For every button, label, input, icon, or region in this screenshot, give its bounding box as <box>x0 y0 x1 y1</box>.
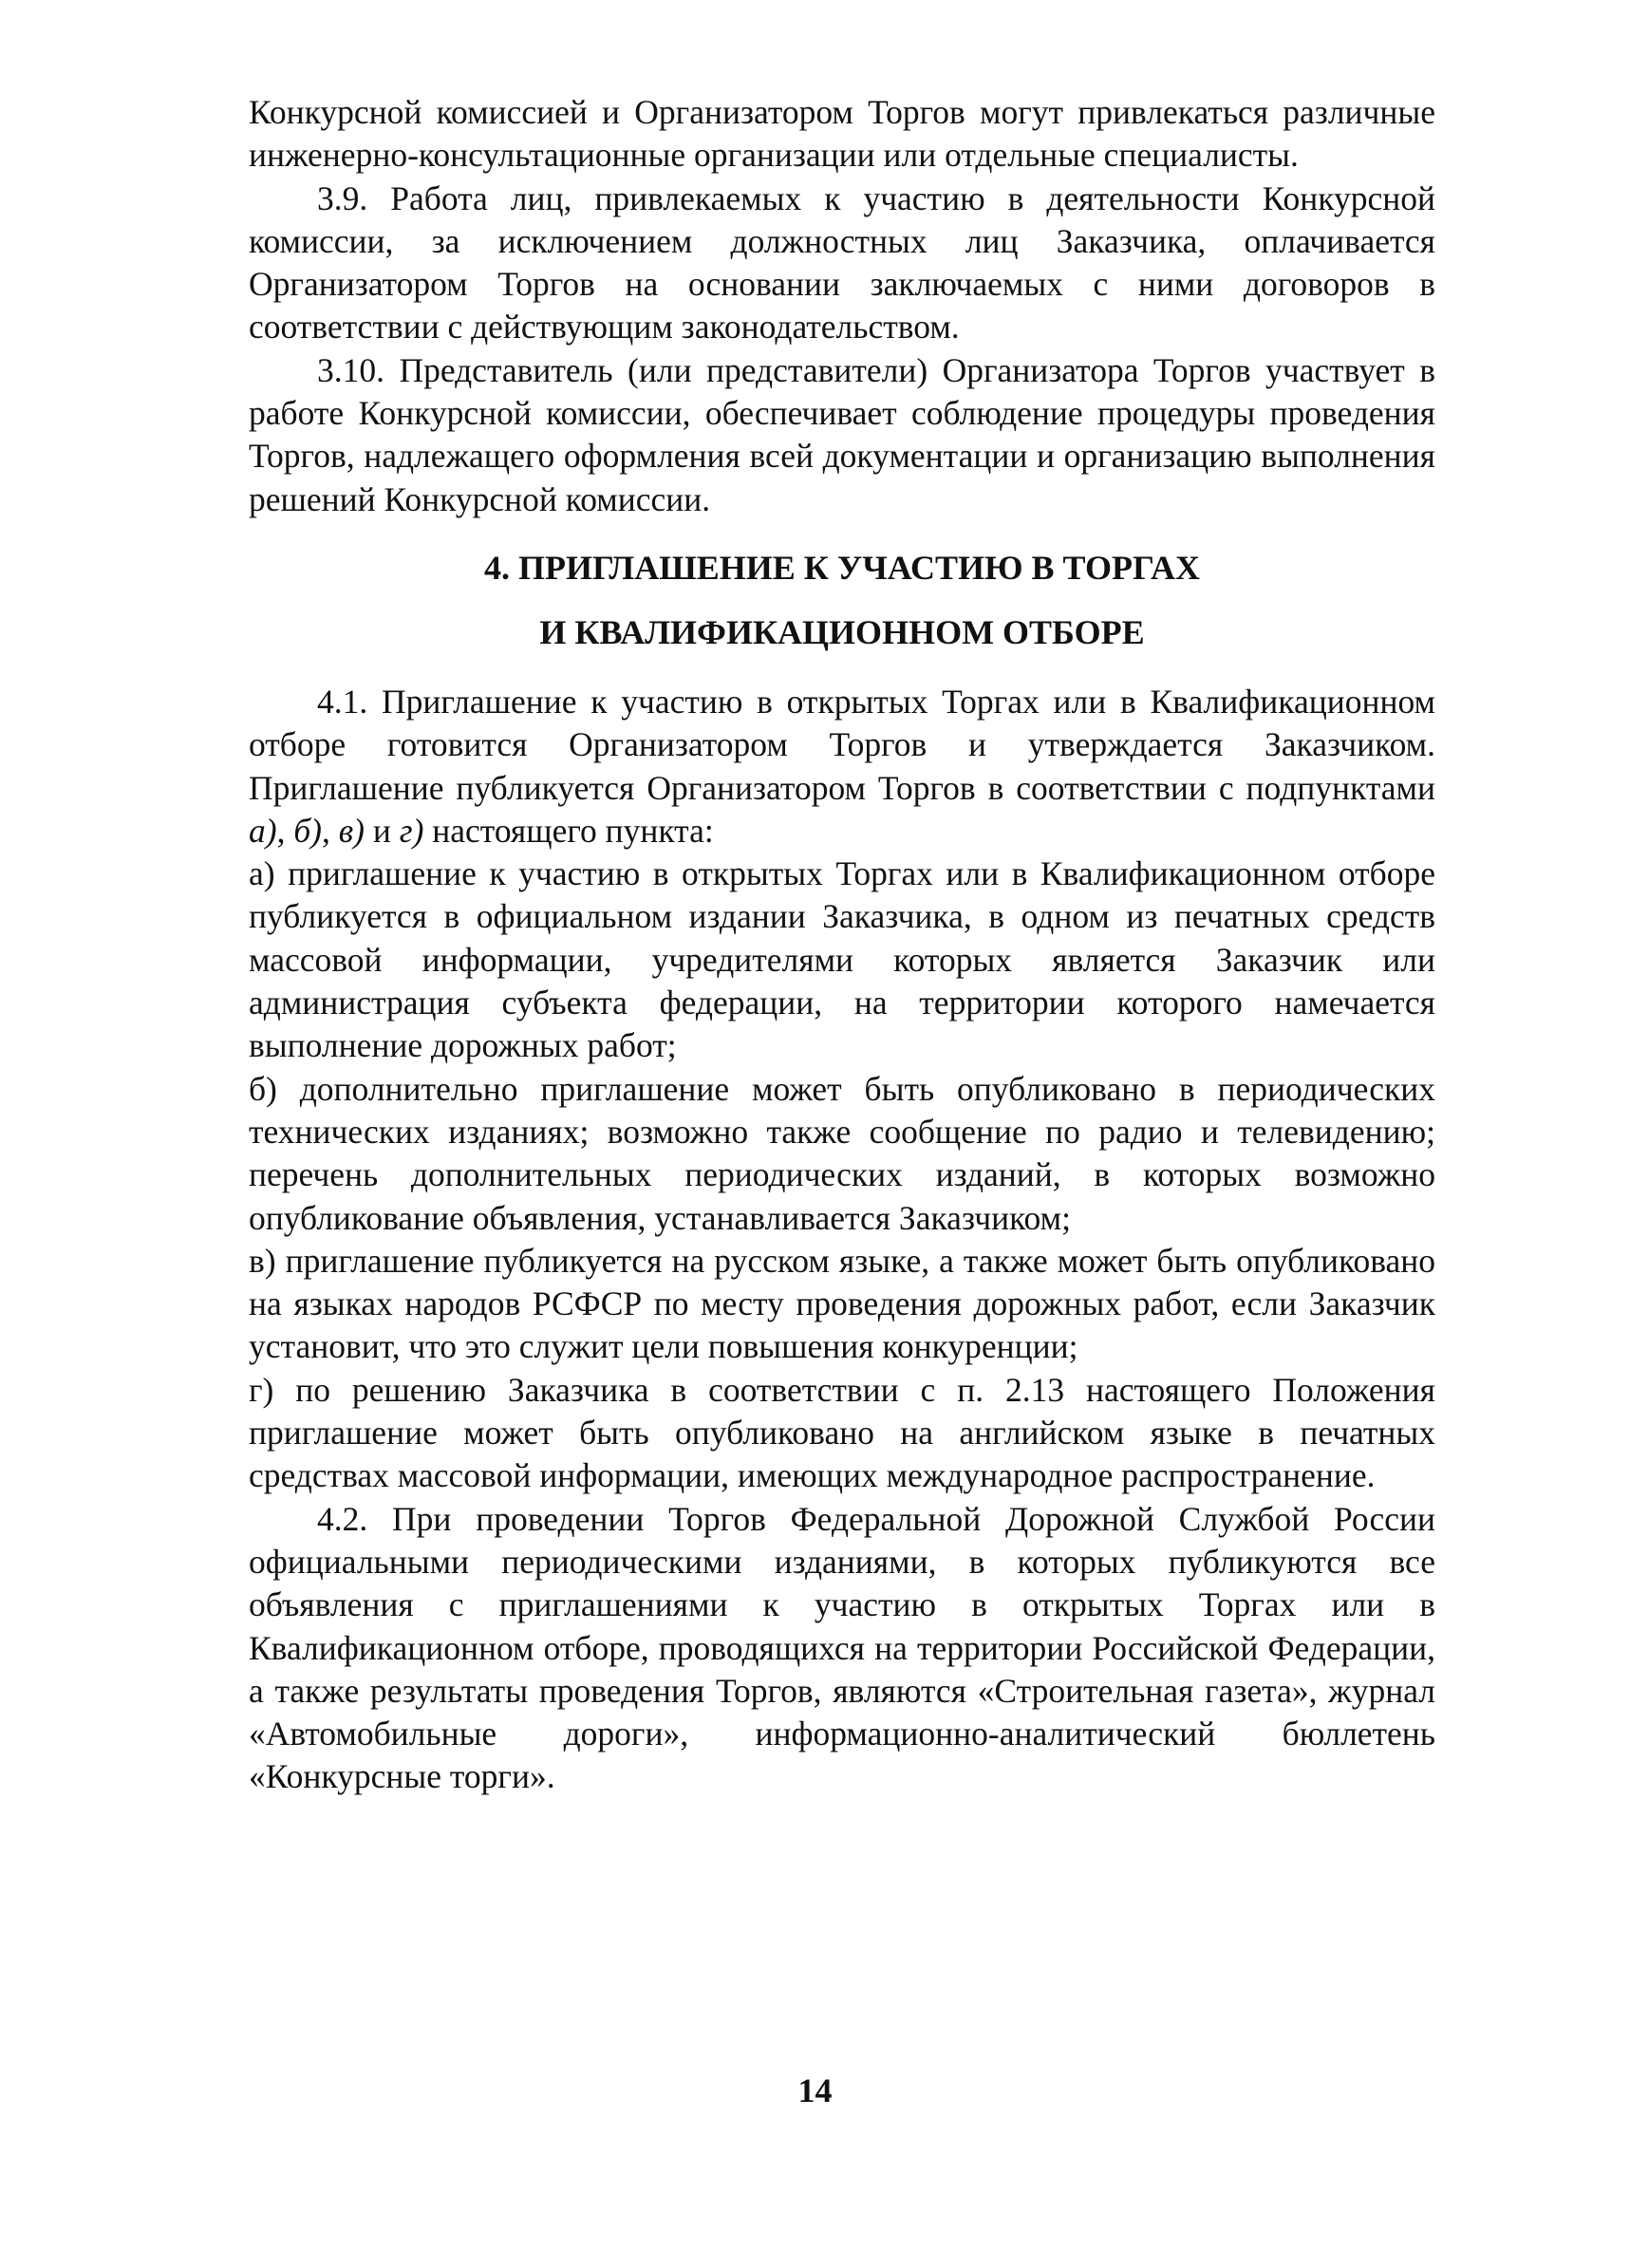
page-number: 14 <box>797 2071 833 2109</box>
paragraph-4-1 <box>249 681 1435 853</box>
section-heading-line-1: 4. ПРИГЛАШЕНИЕ К УЧАСТИЮ В ТОРГАХ <box>483 548 1201 587</box>
subitem-ref-b: б) <box>293 811 323 850</box>
subitem-ref-g: г) <box>399 811 424 850</box>
list-item-a: а) приглашение к участию в открытых Торгах или в Квалификационном отборе публикуется в официальном издании Заказчика, в одном из печатных средств массовой информации, учредителями которых является Заказчик или администрация субъекта федерации, на территории которого намечается выполнение дорожных работ; <box>249 854 1435 1065</box>
paragraph-4-1-main: 4.1. Приглашение к участию в открытых Торгах или в Квалификационном отборе готовится Организатором Торгов и утверждается Заказчиком. Приглашение публикуется Организатором Торгов в соответствии с подпунктами <box>249 682 1435 807</box>
paragraph-continuation: Конкурсной комиссией и Организатором Торгов могут привлекаться различные инженерно-консультационные организации или отдельные специалисты. <box>249 93 1435 175</box>
list-item-b: б) дополнительно приглашение может быть опубликовано в периодических технических изданиях; возможно также сообщение по радио и телевидению; перечень дополнительных периодических изданий, в которых возможно опубликование объявления, устанавливается Заказчиком; <box>249 1069 1435 1237</box>
subitem-ref-v: в) <box>338 811 365 850</box>
separator: , <box>322 811 339 850</box>
paragraph-4-2: 4.2. При проведении Торгов Федеральной Дорожной Службой России официальными периодическими изданиями, в которых публикуются все объявления с приглашениями к участию в открытых Торгах или в Квалификационном отборе, проводящихся на территории Российской Федерации, а также результаты проведения Торгов, являются «Строительная газета», журнал «Автомобильные дороги», информационно-аналитический бюллетень «Конкурсные торги». <box>249 1499 1435 1796</box>
list-item-g: г) по решению Заказчика в соответствии с п. 2.13 настоящего Положения приглашение может быть опубликовано на английском языке в печатных средствах массовой информации, имеющих международное распространение. <box>249 1370 1435 1495</box>
conjunction: и <box>365 811 400 850</box>
list-item-v: в) приглашение публикуется на русском языке, а также может быть опубликовано на языках народов РСФСР по месту проведения дорожных работ, если Заказчик установит, что это служит цели повышения конкуренции; <box>249 1241 1435 1366</box>
paragraph-3-10: 3.10. Представитель (или представители) Организатора Торгов участвует в работе Конкурсной комиссии, обеспечивает соблюдение процедуры проведения Торгов, надлежащего оформления всей документации и организацию выполнения решений Конкурсной комиссии. <box>249 350 1435 518</box>
paragraph-4-1-end: настоящего пункта: <box>423 811 714 850</box>
document-page <box>249 91 1435 1799</box>
section-heading-line-2: И КВАЛИФИКАЦИОННОМ ОТБОРЕ <box>539 612 1145 651</box>
subitem-ref-a: а) <box>249 811 277 850</box>
separator: , <box>276 811 294 850</box>
paragraph-3-9: 3.9. Работа лиц, привлекаемых к участию в деятельности Конкурсной комиссии, за исключением должностных лиц Заказчика, оплачивается Организатором Торгов на основании заключаемых с ними договоров в соответствии с действующим законодательством. <box>249 178 1435 347</box>
